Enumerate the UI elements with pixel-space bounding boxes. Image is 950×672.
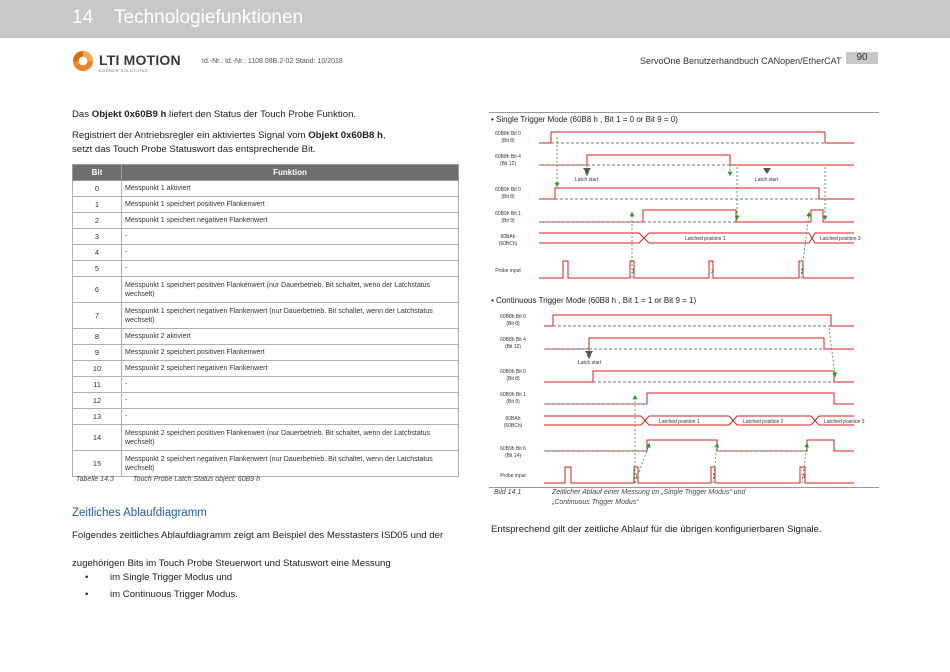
after-diagram-text: Entsprechend gilt der zeitliche Ablauf für die übrigen konfigurierbaren Signale. [491, 524, 822, 535]
continuous-signal-labels [500, 314, 526, 479]
signal-label: (60BCh) [503, 423, 523, 429]
section-paragraph-2: zugehörigen Bits im Touch Probe Steuerwort und Statuswort eine Messung [72, 558, 391, 569]
latch-start-label: Latch start [575, 177, 599, 183]
latched-position-label: Latched position 1 [659, 419, 700, 425]
signal-label: 60B9h Bit 0 [500, 369, 526, 375]
function-cell: Messpunkt 1 speichert negativen Flankenwert [122, 213, 459, 229]
bullet-dot: • [85, 572, 89, 583]
signal-label: 60B8h Bit 4 [495, 154, 521, 160]
brand-subline: KÖRBER SOLUTIONS [99, 68, 149, 73]
table-row [73, 303, 459, 329]
waveform-60b8-bit4 [539, 155, 854, 165]
single-annotations [575, 177, 861, 275]
intro-text: setzt das Touch Probe Statuswort das entsprechende Bit. [72, 144, 316, 155]
table-row [73, 229, 459, 245]
continuous-trigger-title: • Continuous Trigger Mode (60B8 h , Bit 1 = 1 or Bit 9 = 1) [491, 296, 697, 305]
intro-text: Registriert der Antriebsregler ein aktiviertes Signal vom [72, 130, 309, 141]
function-cell: Messpunkt 1 speichert negativen Flankenwert (nur Dauerbetrieb. Bit schaltet, wenn der Latchstatus wechselt) [122, 303, 459, 329]
function-cell: Messpunkt 2 speichert negativen Flankenwert [122, 361, 459, 377]
waveform-60b9-bit6 [544, 440, 854, 451]
pulse-number: 3 [802, 474, 805, 480]
pulse-number: 1 [635, 474, 638, 480]
signal-label: (Bit 8) [506, 321, 520, 327]
table-row [73, 329, 459, 345]
signal-label: (Bit 8) [501, 194, 515, 200]
bit-cell: 4 [73, 245, 122, 261]
signal-label: 60B8h Bit 0 [495, 131, 521, 137]
brand-logo [72, 50, 192, 74]
bullet-dot: • [85, 589, 89, 600]
list-item: im Continuous Trigger Modus. [110, 589, 238, 600]
timing-diagram [489, 112, 879, 488]
document-id: Id.-Nr.: Id.-Nr.: 1108.08B.2-02 Stand: 10/2018 [202, 58, 343, 65]
bit-cell: 0 [73, 181, 122, 197]
table-row [73, 377, 459, 393]
bit-cell: 15 [73, 451, 122, 477]
function-cell: Messpunkt 1 aktiviert [122, 181, 459, 197]
waveform-60b9-bit1 [544, 393, 854, 404]
bit-cell: 6 [73, 277, 122, 303]
figure-caption-text: „Continuous Trigger Modus“ [552, 499, 639, 506]
continuous-waveforms [544, 315, 854, 483]
waveform-60b8-bit0 [539, 132, 854, 143]
waveform-60b8-bit0 [544, 315, 854, 326]
single-signal-labels [495, 131, 521, 274]
function-cell: Messpunkt 2 aktiviert [122, 329, 459, 345]
signal-label: (Bit 9) [506, 399, 520, 405]
bit-cell: 14 [73, 425, 122, 451]
function-cell: - [122, 261, 459, 277]
bit-cell: 7 [73, 303, 122, 329]
table-row [73, 261, 459, 277]
intro-text: Das [72, 109, 92, 120]
signal-label: (Bit 12) [499, 161, 517, 167]
function-cell: Messpunkt 2 speichert positiven Flankenwert (nur Dauerbetrieb. Bit schaltet, wenn der Latchstatus wechselt) [122, 425, 459, 451]
latch-start-label: Latch start [578, 360, 602, 366]
signal-label: 60B8h Bit 4 [500, 337, 526, 343]
latch-arrow-icon [583, 168, 591, 174]
list-item: im Single Trigger Modus und [110, 572, 233, 583]
bit-cell: 9 [73, 345, 122, 361]
figure-caption-number: Bild 14.1 [494, 489, 522, 496]
table-caption-number: Tabelle 14.3 [76, 476, 114, 483]
figure-caption-text: Zeitlicher Ablauf einer Messung im „Single Trigger Modus“ und [552, 489, 746, 496]
single-latch-arrows [583, 168, 771, 174]
status-bit-table [72, 164, 459, 477]
latch-arrow-icon [585, 351, 593, 357]
intro-paragraph-1 [72, 108, 356, 122]
waveform-60b8-bit4 [544, 338, 854, 349]
function-cell: Messpunkt 2 speichert positiven Flankenwert [122, 345, 459, 361]
bit-cell: 13 [73, 409, 122, 425]
function-cell: Messpunkt 2 speichert negativen Flankenwert (nur Dauerbetrieb. Bit schaltet, wenn der Latchstatus wechselt) [122, 451, 459, 477]
guide-arrow [829, 328, 835, 375]
pulse-number: 1 [632, 269, 635, 275]
signal-label: (Bit 14) [504, 453, 522, 459]
table-row [73, 181, 459, 197]
intro-text: liefert den Status der Touch Probe Funktion. [166, 109, 357, 120]
column-header-bit: Bit [73, 165, 122, 181]
column-header-funktion: Funktion [122, 165, 459, 181]
signal-label: 60B9h Bit 0 [495, 187, 521, 193]
signal-label: 60B9h Bit 1 [495, 211, 521, 217]
bit-cell: 1 [73, 197, 122, 213]
chapter-title: Technologiefunktionen [114, 7, 304, 28]
table-caption-text: Touch Probe Latch Status object: 60B9 h [133, 476, 260, 483]
latch-start-label: Latch start [755, 177, 779, 183]
signal-label: (Bit 12) [504, 344, 522, 350]
table-row [73, 393, 459, 409]
latched-position-label: Latched position 1 [685, 236, 726, 242]
table-row [73, 197, 459, 213]
table-row [73, 451, 459, 477]
function-cell: - [122, 409, 459, 425]
bit-cell: 3 [73, 229, 122, 245]
latched-position-label: Latched position 3 [824, 419, 865, 425]
function-cell: Messpunkt 1 speichert positiven Flankenwert (nur Dauerbetrieb. Bit schaltet, wenn der Latchstatus wechselt) [122, 277, 459, 303]
waveform-probe-input [539, 261, 854, 278]
pulse-number: 3 [801, 269, 804, 275]
continuous-latch-arrows [585, 351, 593, 357]
page-number: 90 [846, 52, 878, 64]
table-row [73, 245, 459, 261]
table-row [73, 361, 459, 377]
signal-label: 60B9h Bit 6 [500, 446, 526, 452]
section-heading: Zeitliches Ablaufdiagramm [72, 507, 207, 519]
bit-cell: 11 [73, 377, 122, 393]
single-trigger-title: • Single Trigger Mode (60B8 h , Bit 1 = 0 or Bit 9 = 0) [491, 115, 678, 124]
signal-label: Probe input [500, 473, 526, 479]
signal-label: 60BAh [500, 234, 516, 240]
function-cell: Messpunkt 1 speichert positiven Flankenwert [122, 197, 459, 213]
single-guide-lines [557, 137, 825, 278]
intro-paragraph-2 [72, 129, 386, 157]
latched-position-label: Latched position 3 [820, 236, 861, 242]
latched-position-label: Latched position 2 [743, 419, 784, 425]
table-row [73, 213, 459, 229]
pulse-number: 2 [713, 474, 716, 480]
single-waveforms [539, 132, 854, 278]
waveform-60b9-bit0 [544, 371, 854, 382]
table-row [73, 277, 459, 303]
chapter-number: 14 [72, 7, 94, 28]
signal-label: 60B9h Bit 1 [500, 392, 526, 398]
latch-arrow-icon [763, 168, 771, 174]
table-row [73, 345, 459, 361]
function-cell: - [122, 377, 459, 393]
intro-text: , [382, 130, 386, 141]
bit-cell: 8 [73, 329, 122, 345]
bit-cell: 10 [73, 361, 122, 377]
function-cell: - [122, 245, 459, 261]
signal-label: Probe input [495, 268, 521, 274]
signal-label: 60B8h Bit 0 [500, 314, 526, 320]
object-ref: Objekt 0x60B9 h [91, 109, 167, 120]
pulse-number: 2 [711, 269, 714, 275]
continuous-guide-lines [589, 328, 835, 483]
table-row [73, 425, 459, 451]
table-row [73, 409, 459, 425]
brand-logo-icon [72, 50, 94, 72]
signal-label: 60BAh [505, 416, 521, 422]
signal-label: (Bit 8) [501, 138, 515, 144]
signal-label: (Bit 9) [501, 218, 515, 224]
bit-cell: 5 [73, 261, 122, 277]
continuous-annotations [578, 360, 865, 480]
document-title: ServoOne Benutzerhandbuch CANopen/EtherCAT [640, 56, 842, 66]
bit-cell: 2 [73, 213, 122, 229]
object-ref: Objekt 0x60B8 h [308, 130, 383, 141]
section-paragraph-1: Folgendes zeitliches Ablaufdiagramm zeigt am Beispiel des Messtasters ISD05 und der [72, 530, 444, 541]
waveform-probe-input [544, 467, 854, 483]
waveform-60b9-bit1 [539, 210, 854, 222]
function-cell: - [122, 393, 459, 409]
bit-cell: 12 [73, 393, 122, 409]
waveform-60b9-bit0 [539, 188, 854, 199]
signal-label: (Bit 8) [506, 376, 520, 382]
chapter-header-band [0, 0, 950, 38]
brand-name: LTI MOTION [99, 52, 181, 68]
function-cell: - [122, 229, 459, 245]
signal-label: (60BCh) [498, 241, 518, 247]
